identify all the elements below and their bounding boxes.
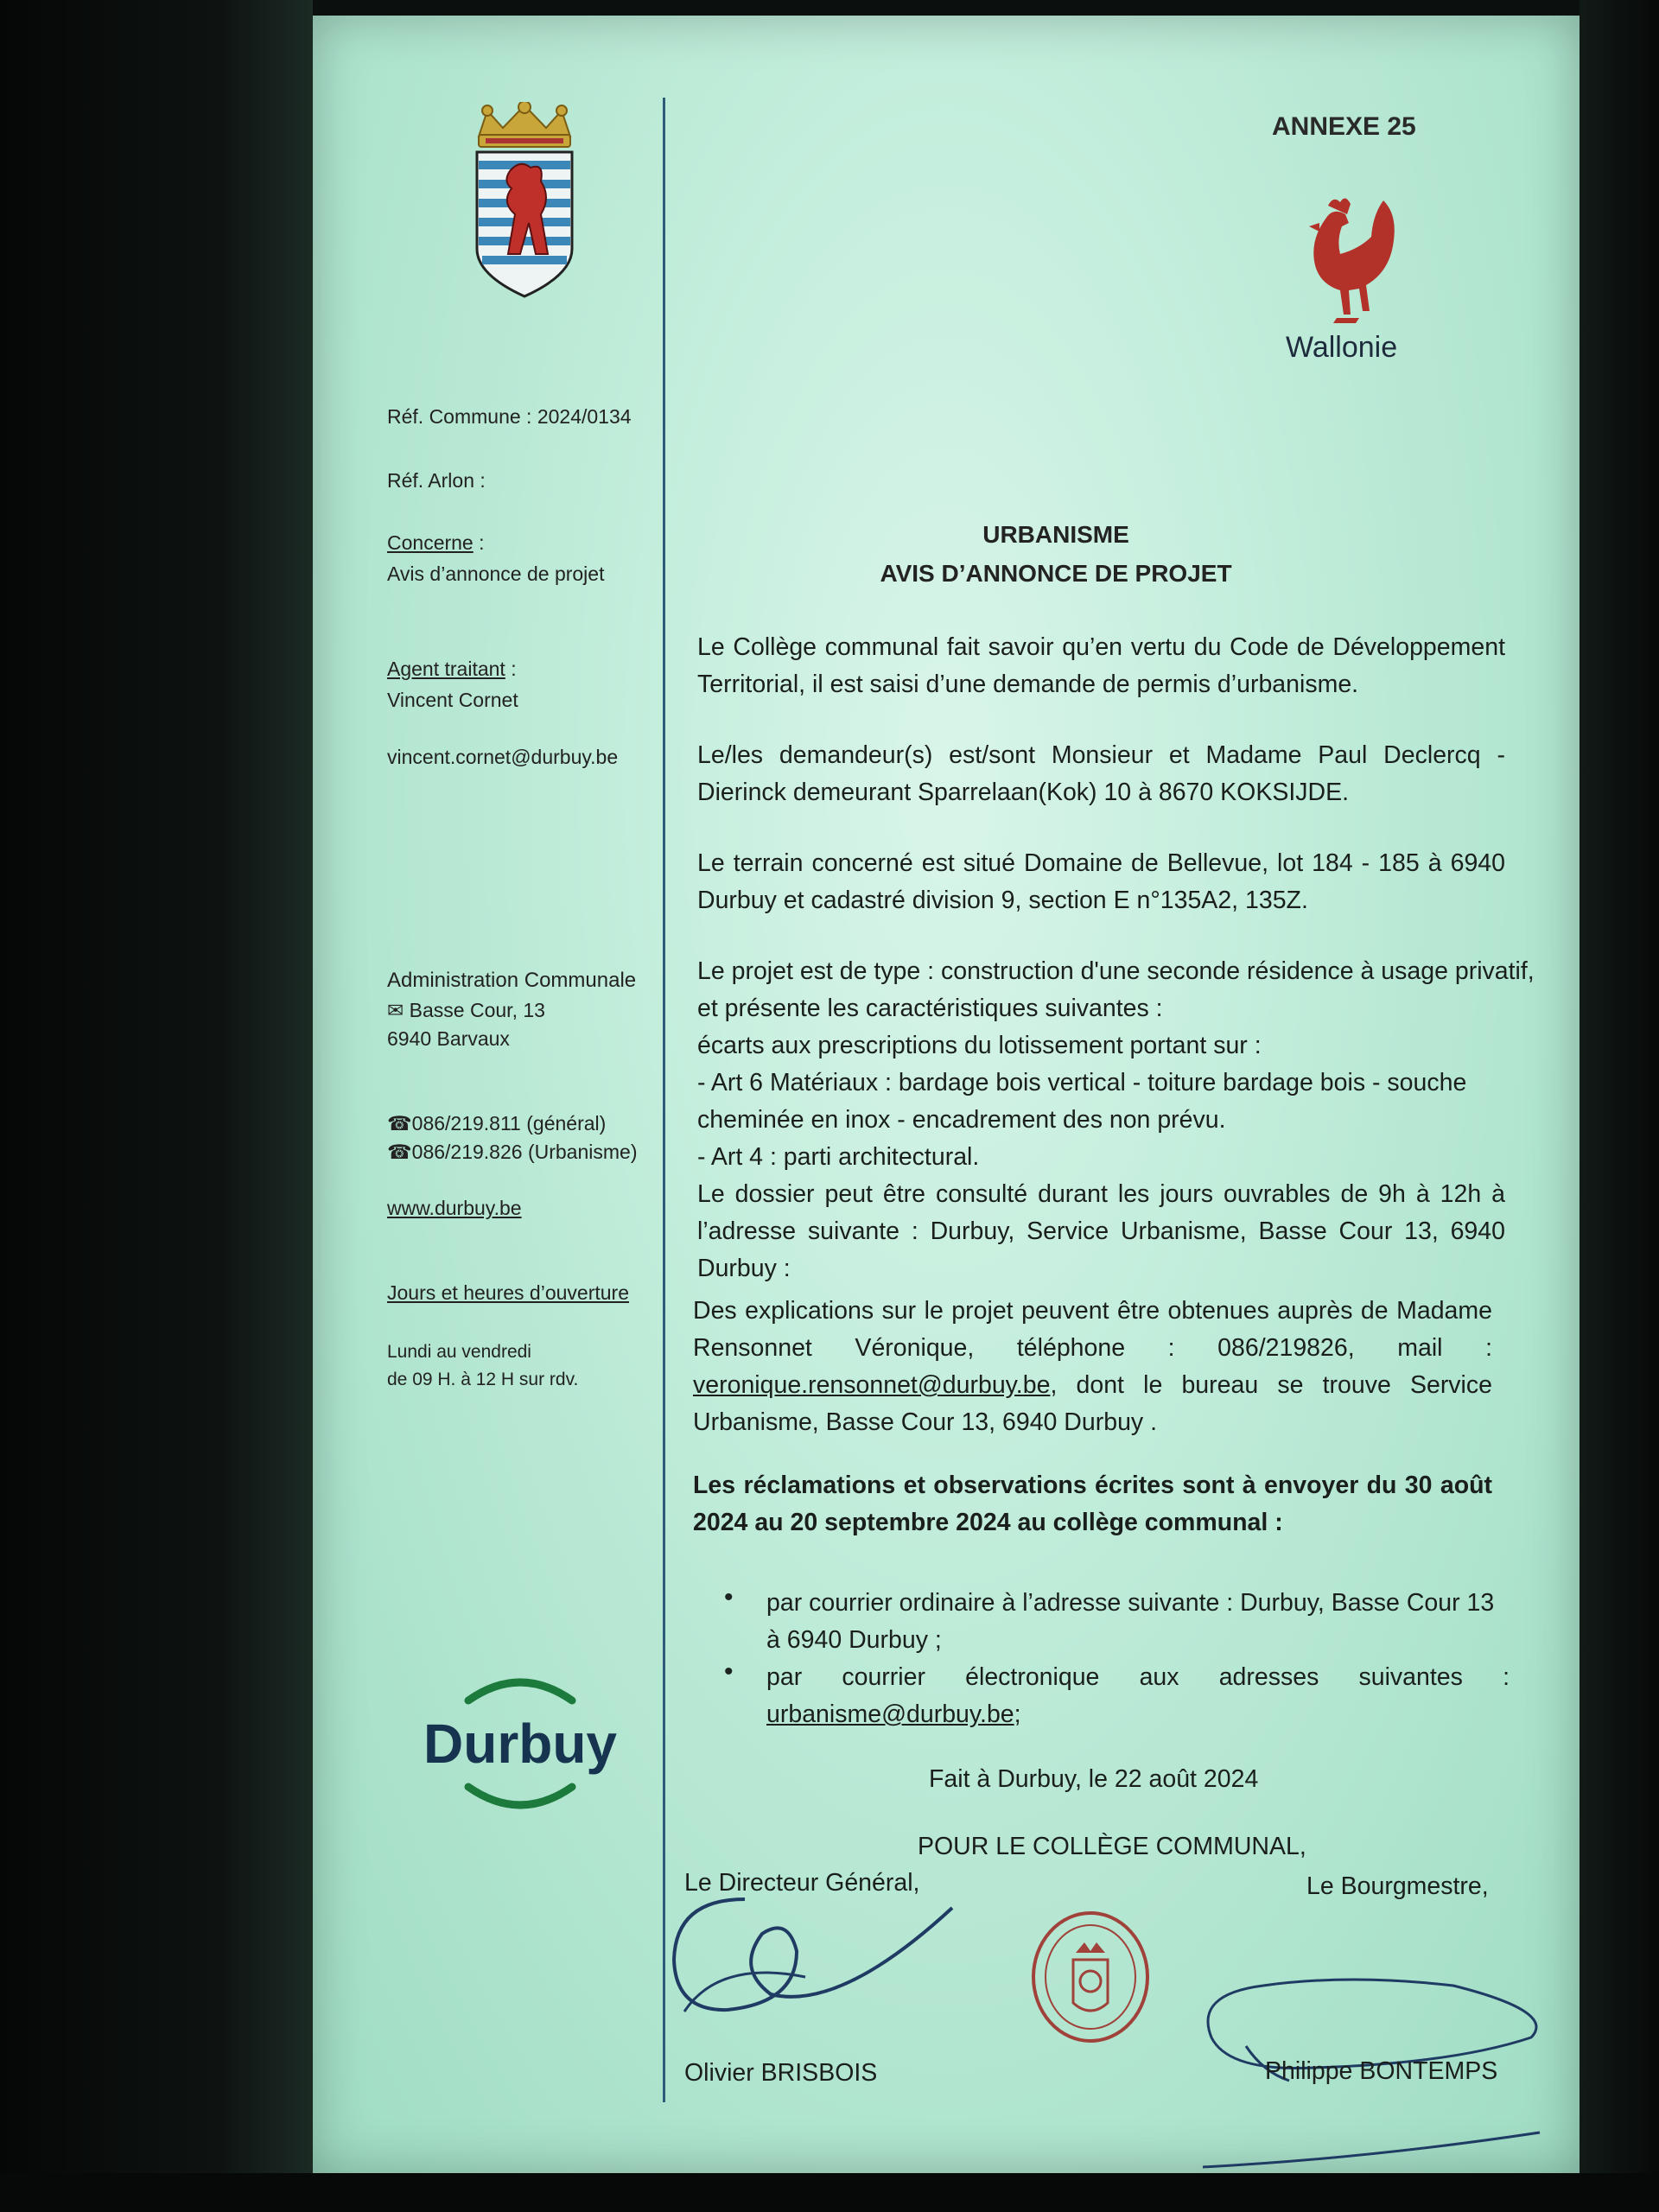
concerne-colon: : <box>473 531 485 554</box>
urbanisme-email-link[interactable]: urbanisme@durbuy.be <box>766 1700 1014 1728</box>
projet-line-6: - Art 4 : parti architectural. <box>697 1143 980 1171</box>
hours-time: de 09 H. à 12 H sur rdv. <box>387 1370 579 1389</box>
notice-document <box>313 16 1580 2173</box>
frame-right <box>1580 0 1659 2212</box>
ref-arlon: Réf. Arlon : <box>387 469 486 492</box>
annexe-label: ANNEXE 25 <box>1272 112 1416 141</box>
website-link[interactable]: www.durbuy.be <box>387 1197 522 1219</box>
column-divider <box>663 98 665 2102</box>
directeur-signature <box>667 1865 961 2055</box>
durbuy-logo-text: Durbuy <box>423 1713 617 1775</box>
agent-email[interactable]: vincent.cornet@durbuy.be <box>387 746 619 768</box>
bourgmestre-name: Philippe BONTEMPS <box>1265 2057 1498 2085</box>
paragraph-demandeur: Le/les demandeur(s) est/sont Monsieur et Madame Paul Declercq - Dierinck demeurant Sparrelaan(Kok) 10 à 8670 KOKSIJDE. <box>697 741 1505 806</box>
ref-commune: Réf. Commune : 2024/0134 <box>387 405 632 428</box>
durbuy-logo <box>408 1666 632 1813</box>
agent-value: Vincent Cornet <box>387 689 518 711</box>
paragraph-dossier: Le dossier peut être consulté durant les jours ouvrables de 9h à 12h à l’adresse suivante : Durbuy, Service Urbanisme, Basse Cour 13, 6940 Durbuy : <box>697 1180 1505 1282</box>
fait-a: Fait à Durbuy, le 22 août 2024 <box>929 1765 1259 1793</box>
phone-icon: ☎ <box>387 1141 412 1163</box>
concerne-label-text: Concerne <box>387 531 474 554</box>
phone-urbanisme-text: 086/219.826 (Urbanisme) <box>411 1141 638 1163</box>
paragraph-intro: Le Collège communal fait savoir qu’en vertu du Code de Développement Territorial, il est saisi d’une demande de permis d’urbanisme. <box>697 633 1505 698</box>
phone-icon: ☎ <box>387 1112 412 1135</box>
veronique-email-link[interactable]: veronique.rensonnet@durbuy.be <box>693 1371 1051 1399</box>
agent-label <box>387 655 517 683</box>
projet-line-1: Le projet est de type : construction d'une seconde résidence à usage privatif, <box>697 957 1535 985</box>
bourgmestre-title: Le Bourgmestre, <box>1306 1872 1489 1900</box>
title-avis: AVIS D’ANNONCE DE PROJET <box>880 560 1232 587</box>
hours-label: Jours et heures d’ouverture <box>387 1281 629 1304</box>
projet-line-2: et présente les caractéristiques suivantes : <box>697 995 1163 1022</box>
phone-urbanisme <box>387 1138 637 1166</box>
bullet-dot-1: • <box>724 1583 734 1611</box>
bullet-courrier-ordinaire: par courrier ordinaire à l’adresse suivante : Durbuy, Basse Cour 13 à 6940 Durbuy ; <box>766 1589 1495 1654</box>
paragraph-explications <box>693 1293 1492 1441</box>
concerne-value: Avis d’annonce de projet <box>387 563 605 585</box>
projet-line-5: cheminée en inox - encadrement des non prévu. <box>697 1106 1226 1134</box>
concerne-label <box>387 529 485 557</box>
paragraph-terrain: Le terrain concerné est situé Domaine de Bellevue, lot 184 - 185 à 6940 Durbuy et cadastré division 9, section E n°135A2, 135Z. <box>697 849 1505 914</box>
hours-days: Lundi au vendredi <box>387 1342 531 1362</box>
bullet2-text-end: ; <box>1014 1700 1021 1728</box>
paragraph-reclamations: Les réclamations et observations écrites sont à envoyer du 30 août 2024 au 20 septembre 2024 au collège communal : <box>693 1471 1492 1536</box>
bullet-courrier-electronique <box>766 1659 1510 1733</box>
mail-icon: ✉ <box>387 999 404 1021</box>
projet-line-3: écarts aux prescriptions du lotissement portant sur : <box>697 1032 1262 1059</box>
phone-general-text: 086/219.811 (général) <box>411 1112 607 1135</box>
agent-colon: : <box>505 658 517 680</box>
projet-line-4: - Art 6 Matériaux : bardage bois vertical - toiture bardage bois - souche <box>697 1069 1467 1096</box>
rooster-icon <box>1276 188 1406 344</box>
agent-label-text: Agent traitant <box>387 658 505 680</box>
admin-address-text: Basse Cour, 13 <box>409 999 545 1021</box>
wallonie-label: Wallonie <box>1286 331 1398 364</box>
admin-title: Administration Communale <box>387 969 637 992</box>
bullet2-text: par courrier électronique aux adresses suivantes : <box>766 1663 1510 1691</box>
pour-college: POUR LE COLLÈGE COMMUNAL, <box>918 1833 1306 1860</box>
directeur-name: Olivier BRISBOIS <box>684 2059 878 2087</box>
explications-text: Des explications sur le projet peuvent être obtenues auprès de Madame Rensonnet Véronique, téléphone : 086/219826, mail : <box>693 1297 1492 1362</box>
admin-address <box>387 996 545 1025</box>
explications-text-end: , dont le bureau se trouve Service Urbanisme, Basse Cour 13, 6940 Durbuy . <box>693 1371 1492 1436</box>
coat-of-arms-icon <box>468 102 581 309</box>
title-urbanisme: URBANISME <box>982 521 1129 548</box>
bullet-dot-2: • <box>724 1657 734 1686</box>
phone-general <box>387 1109 606 1138</box>
directeur-title: Le Directeur Général, <box>684 1869 920 1897</box>
admin-city: 6940 Barvaux <box>387 1027 510 1050</box>
frame-left <box>0 0 313 2212</box>
municipal-seal-stamp <box>1026 1908 1155 2046</box>
